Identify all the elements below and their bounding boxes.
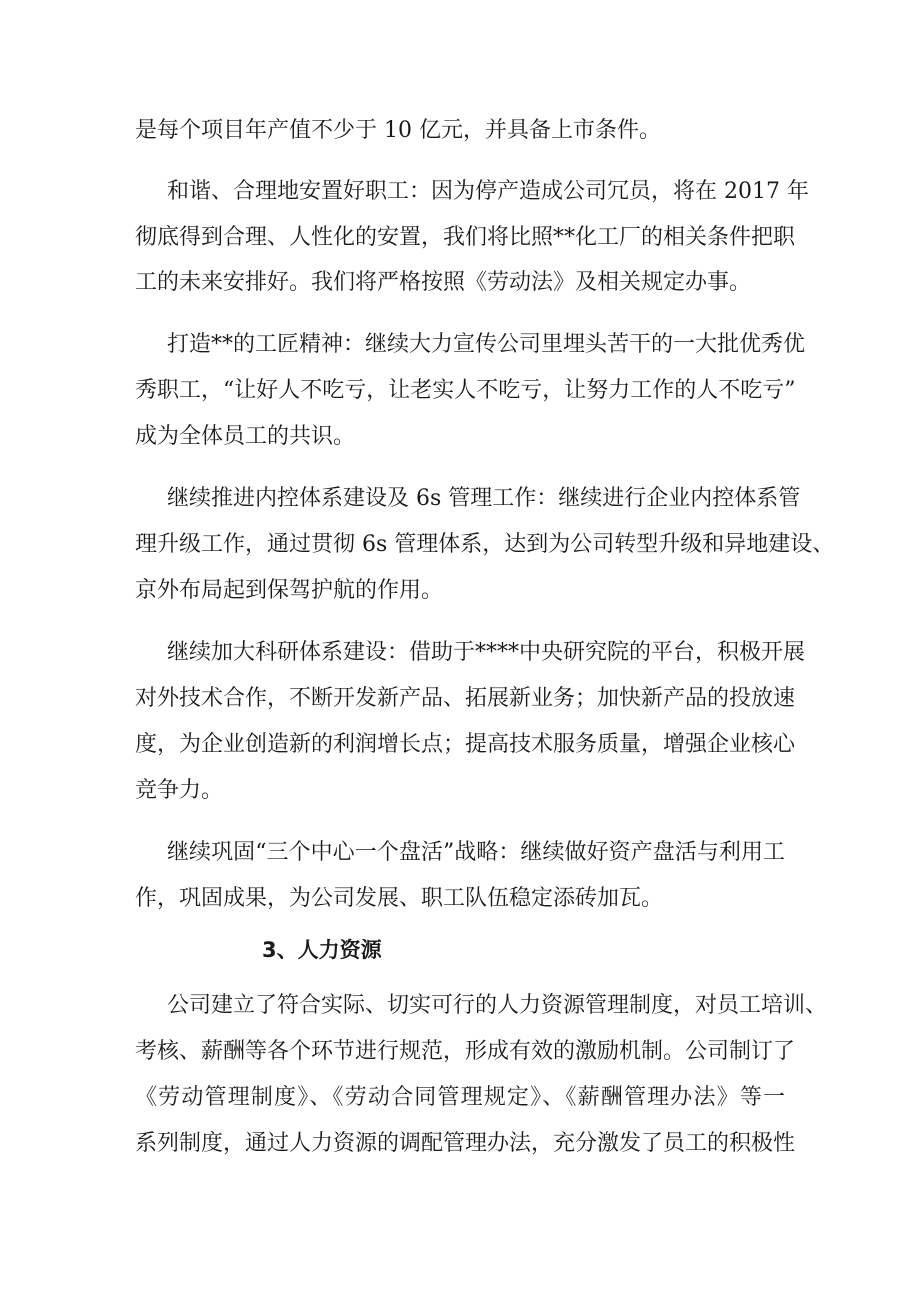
section-heading: 3、人力资源 [262, 938, 382, 962]
text-line: 和谐、合理地安置好职工：因为停产造成公司冗员，将在 2017 年 [167, 179, 809, 204]
text-line: 继续推进内控体系建设及 6s 管理工作：继续进行企业内控体系管 [167, 486, 801, 511]
text-line: 是每个项目年产值不少于 10 亿元，并具备上市条件。 [135, 118, 661, 143]
text-line: 成为全体员工的共识。 [135, 424, 356, 449]
text-line: 系列制度，通过人力资源的调配管理办法，充分激发了员工的积极性 [135, 1131, 796, 1156]
text-line: 理升级工作，通过贯彻 6s 管理体系，达到为公司转型升级和异地建设、 [135, 532, 835, 557]
text-line: 京外布局起到保驾护航的作用。 [135, 578, 444, 603]
text-line: 作，巩固成果，为公司发展、职工队伍稳定添砖加瓦。 [135, 886, 664, 911]
text-line: 继续巩固“三个中心一个盘活”战略：继续做好资产盘活与利用工 [167, 840, 785, 865]
text-line: 继续加大科研体系建设：借助于****中央研究院的平台，积极开展 [167, 640, 806, 665]
text-line: 对外技术合作，不断开发新产品、拓展新业务；加快新产品的投放速 [135, 686, 796, 711]
text-line: 工的未来安排好。我们将严格按照《劳动法》及相关规定办事。 [135, 270, 752, 295]
text-line: 度，为企业创造新的利润增长点；提高技术服务质量，增强企业核心 [135, 732, 796, 757]
text-line: 《劳动管理制度》、《劳动合同管理规定》、《薪酬管理办法》等一 [135, 1085, 785, 1110]
text-line: 秀职工，“让好人不吃亏，让老实人不吃亏，让努力工作的人不吃亏” [135, 378, 796, 403]
text-line: 打造**的工匠精神：继续大力宣传公司里埋头苦干的一大批优秀优 [167, 332, 806, 357]
text-line: 竞争力。 [135, 778, 224, 803]
text-line: 考核、薪酬等各个环节进行规范，形成有效的激励机制。公司制订了 [135, 1039, 796, 1064]
text-line: 彻底得到合理、人性化的安置，我们将比照**化工厂的相关条件把职 [135, 225, 796, 250]
text-line: 公司建立了符合实际、切实可行的人力资源管理制度，对员工培训、 [167, 993, 828, 1018]
